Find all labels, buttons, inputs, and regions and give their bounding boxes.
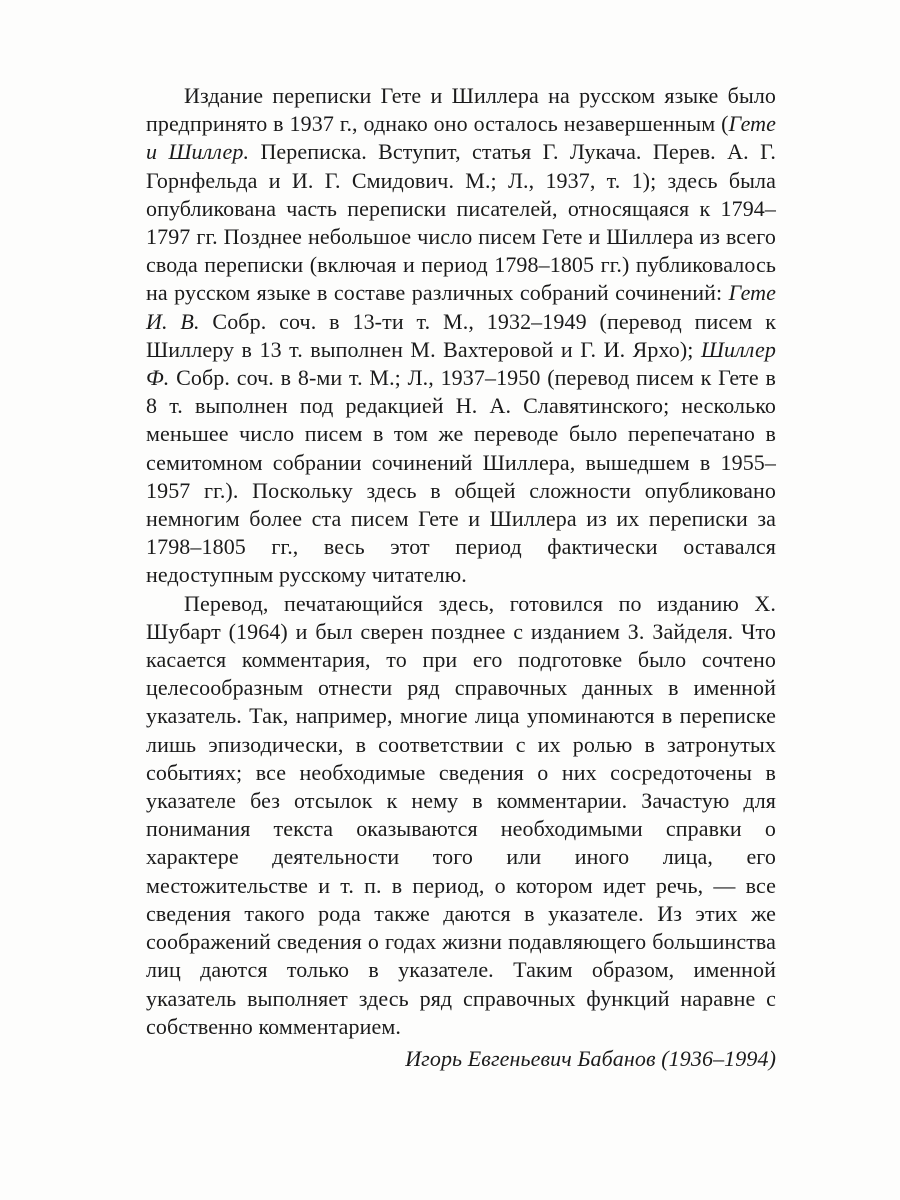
text-run-italic-schiller: Шиллер Ф. <box>146 336 776 391</box>
text-run-italic-goethe-schiller: Гете и Шиллер. <box>146 111 776 165</box>
page-text-block <box>146 82 776 1073</box>
text-run-italic-goethe: Гете И. В. <box>146 280 776 334</box>
text-run: Переписка. Вступит, статья Г. Лукача. Перев. А. Г. Горнфельда и И. Г. Смидович. М.; Л., 1937, т. 1); здесь была опубликована часть переписки писателей, относящаяся к 1794–1797 гг. Позднее небольшое число писем Гете и Шиллера из всего свода переписки (включая и период 1798–1805 гг.) публиковалось на русском языке в составе различных собраний сочинений: <box>146 139 777 306</box>
author-signature: Игорь Евгеньевич Бабанов (1936–1994) <box>405 1045 776 1071</box>
text-run: Собр. соч. в 13-ти т. М., 1932–1949 (перевод писем к Шиллеру в 13 т. выполнен М. Вахтеровой и Г. И. Ярхо); <box>146 308 776 362</box>
text-run: Собр. соч. в 8-ми т. М.; Л., 1937–1950 (перевод писем к Гете в 8 т. выполнен под редакцией Н. А. Славятинского; несколько меньшее число писем в том же переводе было перепечатано в семитомном собрании сочинений Шиллера, вышедшем в 1955–1957 гг.). Поскольку здесь в общей сложности опубликовано немногим более ста писем Гете и Шиллера из их переписки за 1798–1805 гг., весь этот период фактически оставался недоступным русскому читателю. <box>146 365 776 588</box>
paragraph-publication-history <box>146 82 776 590</box>
paragraph-translation-notes: Перевод, печатающийся здесь, готовился по изданию Х. Шубарт (1964) и был сверен позднее с изданием З. Зайделя. Что касается комментария, то при его подготовке было сочтено целесообразным отнести ряд справочных данных в именной указатель. Так, например, многие лица упоминаются в переписке лишь эпизодически, в соответствии с их ролью в затронутых событиях; все необходимые сведения о них сосредоточены в указателе без отсылок к нему в комментарии. Зачастую для понимания текста оказываются необходимыми справки о характере деятельности того или иного лица, его местожительстве и т. п. в период, о котором идет речь, — все сведения такого рода также даются в указателе. Из этих же соображений сведения о годах жизни подавляющего большинства лиц даются только в указателе. Таким образом, именной указатель выполняет здесь ряд справочных функций наравне с собственно комментарием. <box>146 590 776 1039</box>
text-run: Издание переписки Гете и Шиллера на русском языке было предпринято в 1937 г., однако оно осталось незавершенным ( <box>146 83 776 137</box>
